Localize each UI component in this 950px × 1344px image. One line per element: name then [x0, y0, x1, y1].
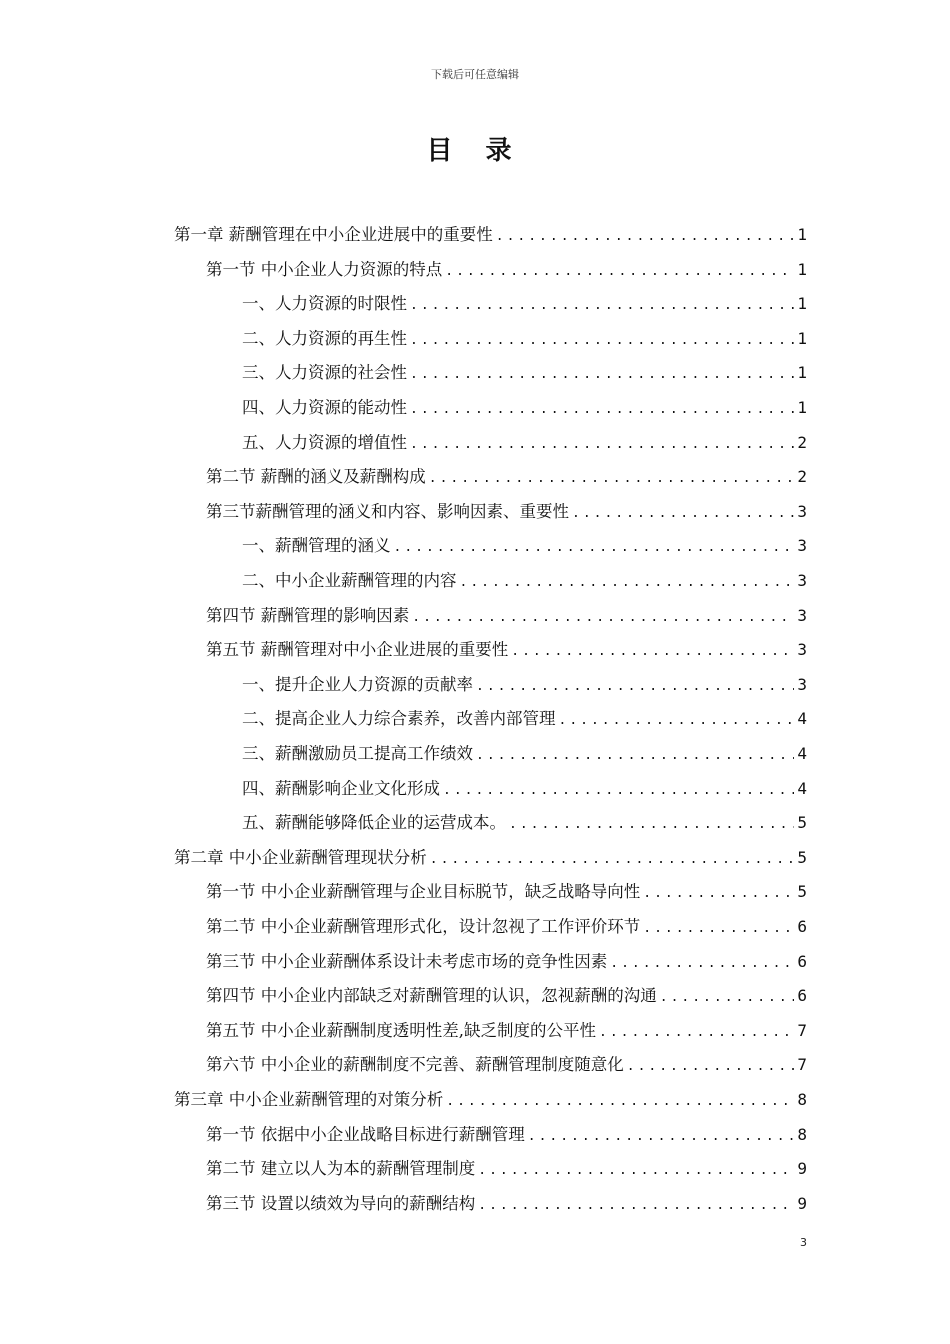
toc-entry[interactable] — [206, 1152, 807, 1186]
toc-page-number: 4 — [797, 778, 807, 798]
page-number: 3 — [800, 1236, 807, 1249]
toc-entry[interactable] — [242, 668, 807, 702]
toc-page-number: 3 — [797, 605, 807, 625]
toc-entry[interactable] — [206, 875, 807, 909]
toc-dot-leader — [476, 739, 794, 773]
toc-entry-title: 第二节 建立以人为本的薪酬管理制度 — [206, 1159, 476, 1179]
toc-dot-leader — [478, 1154, 794, 1188]
toc-entry[interactable] — [206, 1048, 807, 1082]
toc-dot-leader — [446, 1085, 794, 1119]
toc-page-number: 8 — [797, 1090, 807, 1109]
toc-entry[interactable] — [242, 356, 807, 390]
toc-dot-leader — [429, 462, 795, 496]
toc-entry-title: 四、人力资源的能动性 — [242, 398, 407, 417]
toc-page-number: 4 — [797, 744, 807, 763]
toc-entry[interactable] — [242, 287, 807, 321]
toc-page-number: 8 — [797, 1124, 807, 1144]
page-header: 下载后可任意编辑 — [431, 68, 519, 81]
toc-entry-title: 二、提高企业人力综合素养，改善内部管理 — [242, 709, 556, 729]
toc-entry-title: 第一节 依据中小企业战略目标进行薪酬管理 — [206, 1124, 525, 1144]
toc-page-number: 3 — [797, 501, 807, 521]
toc-page-number: 9 — [797, 1193, 807, 1213]
toc-entry[interactable] — [174, 841, 807, 875]
toc-entry[interactable] — [242, 702, 807, 736]
toc-page-number: 5 — [797, 882, 807, 902]
toc-dot-leader — [509, 808, 794, 842]
toc-dot-leader — [410, 289, 794, 323]
toc-entry[interactable] — [174, 1083, 807, 1117]
toc-page-number: 2 — [797, 432, 807, 452]
toc-dot-leader — [478, 1189, 794, 1223]
toc-dot-leader — [430, 843, 795, 877]
toc-entry-title: 第二节 中小企业薪酬管理形式化，设计忽视了工作评价环节 — [206, 917, 641, 936]
toc-entry-title: 一、薪酬管理的涵义 — [242, 536, 391, 556]
toc-entry-title: 第三章 中小企业薪酬管理的对策分析 — [174, 1090, 444, 1109]
toc-dot-leader — [610, 947, 794, 981]
toc-dot-leader — [443, 774, 794, 808]
toc-entry-title: 五、薪酬能够降低企业的运营成本。 — [242, 813, 506, 833]
toc-page-number: 3 — [797, 640, 807, 660]
toc-entry-title: 三、薪酬激励员工提高工作绩效 — [242, 744, 473, 763]
toc-entry-title: 一、人力资源的时限性 — [242, 294, 407, 314]
toc-entry-title: 第三节薪酬管理的涵义和内容、影响因素、重要性 — [206, 501, 569, 521]
toc-entry-title: 第一节 中小企业薪酬管理与企业目标脱节，缺乏战略导向性 — [206, 882, 641, 902]
toc-dot-leader — [511, 635, 794, 669]
toc-entry[interactable] — [242, 426, 807, 460]
toc-dot-leader — [643, 912, 794, 946]
toc-dot-leader — [410, 358, 794, 392]
toc-entry[interactable] — [242, 564, 807, 598]
toc-entry[interactable] — [206, 253, 807, 287]
toc-dot-leader — [496, 220, 795, 254]
toc-entry[interactable] — [206, 979, 807, 1013]
toc-page-number: 1 — [797, 294, 807, 314]
toc-entry[interactable] — [206, 945, 807, 979]
toc-entry-title: 第四节 薪酬管理的影响因素 — [206, 605, 410, 625]
toc-entry-title: 第二章 中小企业薪酬管理现状分析 — [174, 847, 427, 867]
toc-dot-leader — [476, 670, 794, 704]
toc-entry-title: 第五节 中小企业薪酬制度透明性差,缺乏制度的公平性 — [206, 1020, 596, 1040]
toc-dot-leader — [445, 255, 794, 289]
toc-dot-leader — [394, 531, 795, 565]
toc-entry-title: 五、人力资源的增值性 — [242, 432, 407, 452]
toc-entry-title: 四、薪酬影响企业文化形成 — [242, 778, 440, 798]
toc-dot-leader — [643, 877, 794, 911]
toc-page-number: 1 — [797, 259, 807, 279]
toc-dot-leader — [559, 704, 795, 738]
toc-page-number: 9 — [797, 1159, 807, 1179]
toc-entry[interactable] — [206, 910, 807, 944]
toc-entry-title: 第三节 设置以绩效为导向的薪酬结构 — [206, 1193, 476, 1213]
toc-page-number: 4 — [797, 709, 807, 729]
toc-entry[interactable] — [174, 218, 807, 252]
toc-entry[interactable] — [206, 460, 807, 494]
toc-page-number: 3 — [797, 536, 807, 556]
toc-page-number: 3 — [797, 571, 807, 590]
toc-dot-leader — [410, 324, 794, 358]
toc-entry-title: 第五节 薪酬管理对中小企业进展的重要性 — [206, 640, 509, 660]
toc-entry-title: 二、中小企业薪酬管理的内容 — [242, 571, 457, 590]
toc-page-number: 1 — [797, 328, 807, 348]
toc-dot-leader — [412, 601, 794, 635]
toc-entry[interactable] — [242, 772, 807, 806]
toc-entry[interactable] — [242, 529, 807, 563]
toc-entry[interactable] — [242, 322, 807, 356]
toc-entry-title: 第一节 中小企业人力资源的特点 — [206, 259, 443, 279]
toc-page-number: 7 — [797, 1020, 807, 1040]
toc-dot-leader — [528, 1120, 795, 1154]
toc-dot-leader — [627, 1050, 795, 1084]
toc-dot-leader — [410, 393, 794, 427]
toc-entry[interactable] — [206, 599, 807, 633]
toc-page-number: 1 — [797, 225, 807, 244]
toc-entry[interactable] — [206, 495, 807, 529]
toc-page-number: 5 — [797, 813, 807, 833]
toc-entry-title: 二、人力资源的再生性 — [242, 328, 407, 348]
toc-page-number: 7 — [797, 1055, 807, 1075]
toc-entry[interactable] — [206, 1118, 807, 1152]
toc-entry-title: 第六节 中小企业的薪酬制度不完善、薪酬管理制度随意化 — [206, 1055, 624, 1075]
toc-entry[interactable] — [242, 806, 807, 840]
toc-dot-leader — [660, 981, 795, 1015]
toc-page-number: 6 — [797, 986, 807, 1006]
toc-entry-title: 第一章 薪酬管理在中小企业进展中的重要性 — [174, 225, 493, 244]
toc-entry[interactable] — [242, 737, 807, 771]
toc-entry-title: 一、提升企业人力资源的贡献率 — [242, 674, 473, 694]
toc-dot-leader — [460, 566, 795, 600]
toc-page-number: 6 — [797, 951, 807, 971]
toc-page-number: 2 — [797, 467, 807, 487]
toc-entry-title: 第二节 薪酬的涵义及薪酬构成 — [206, 467, 426, 487]
toc-entry-title: 第四节 中小企业内部缺乏对薪酬管理的认识，忽视薪酬的沟通 — [206, 986, 657, 1006]
toc-page-number: 6 — [797, 917, 807, 936]
toc-entry[interactable] — [206, 1014, 807, 1048]
toc-dot-leader — [599, 1016, 794, 1050]
toc-dot-leader — [410, 428, 794, 462]
toc-entry-title: 三、人力资源的社会性 — [242, 363, 407, 383]
toc-page-number: 1 — [797, 398, 807, 417]
toc-entry-title: 第三节 中小企业薪酬体系设计未考虑市场的竞争性因素 — [206, 951, 608, 971]
page-title: 目 录 — [426, 136, 524, 166]
toc-dot-leader — [572, 497, 794, 531]
toc-entry[interactable] — [206, 1187, 807, 1221]
toc-page-number: 5 — [797, 847, 807, 867]
toc-entry[interactable] — [242, 391, 807, 425]
toc-page-number: 3 — [797, 674, 807, 694]
toc-page-number: 1 — [797, 363, 807, 383]
toc-entry[interactable] — [206, 633, 807, 667]
